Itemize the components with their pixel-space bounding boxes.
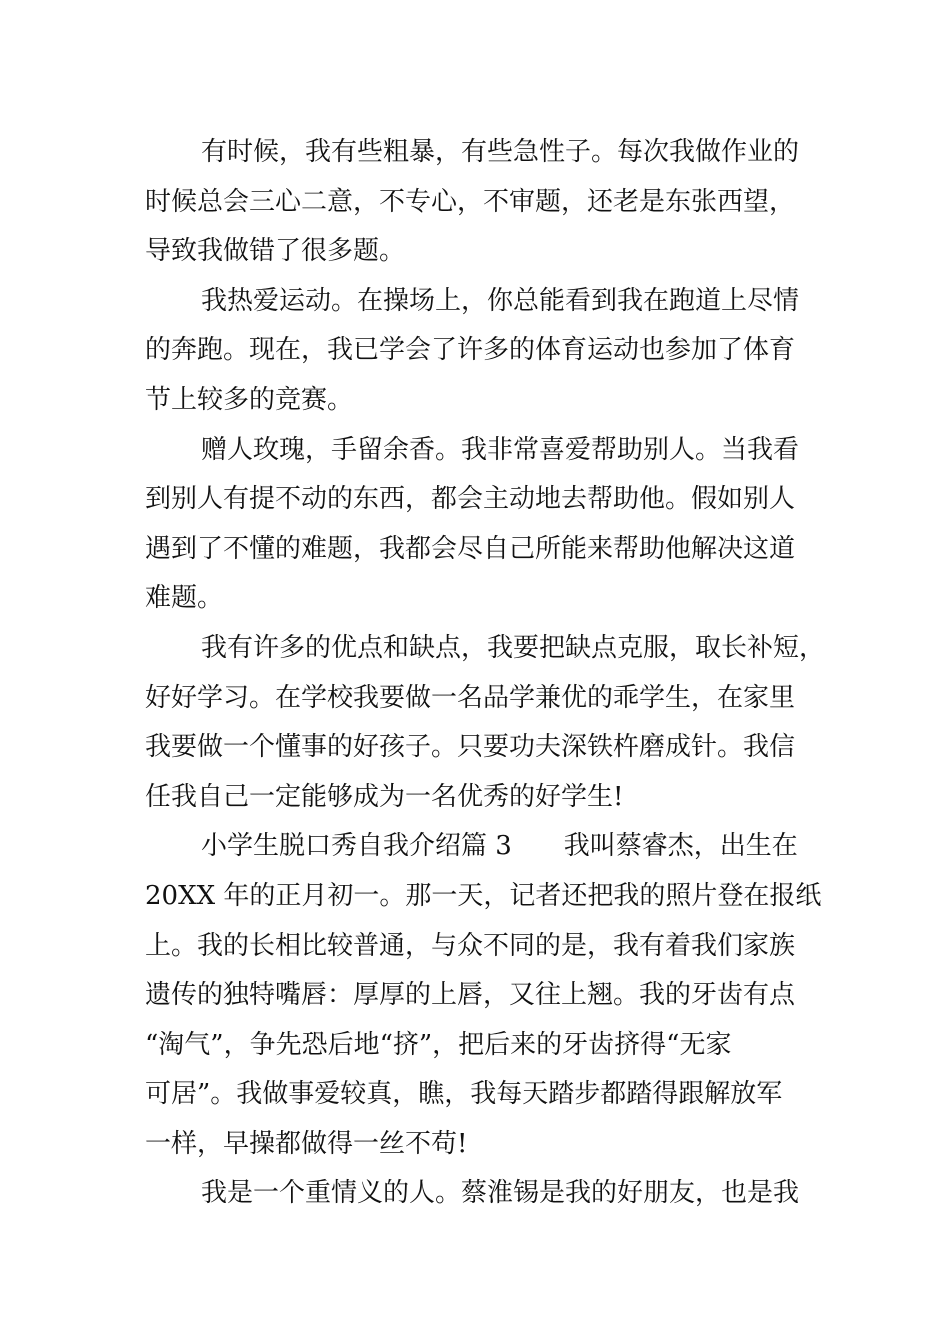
text-line: 可居”。我做事爱较真，瞧，我每天踏步都踏得跟解放军 [145,1079,783,1110]
text-line: 到别人有提不动的东西，都会主动地去帮助他。假如别人 [145,484,796,515]
text-line: “淘气”，争先恐后地“挤”，把后来的牙齿挤得“无家 [145,1029,732,1060]
text-line: 难题。 [145,583,224,614]
text-line: 遗传的独特嘴唇：厚厚的上唇，又往上翘。我的牙齿有点 [145,980,796,1011]
text-line: 的奔跑。现在，我已学会了许多的体育运动也参加了体育 [145,335,796,366]
text-line: 遇到了不懂的难题，我都会尽自己所能来帮助他解决这道 [145,533,796,564]
text-line: 时候总会三心二意，不专心，不审题，还老是东张西望， [145,186,796,217]
text-line: 任我自己一定能够成为一名优秀的好学生! [145,781,624,812]
text-line: 赠人玫瑰，手留余香。我非常喜爱帮助别人。当我看 [201,434,800,465]
text-line: 我要做一个懂事的好孩子。只要功夫深铁杵磨成针。我信 [145,732,796,763]
text-line: 上。我的长相比较普通，与众不同的是，我有着我们家族 [145,930,796,961]
text-line: 一样，早操都做得一丝不苟! [145,1128,468,1159]
text-line: 20XX 年的正月初一。那一天，记者还把我的照片登在报纸 [145,880,822,911]
section-heading-line: 小学生脱口秀自我介绍篇 3 我叫蔡睿杰，出生在 [201,831,798,862]
text-line: 导致我做错了很多题。 [145,236,406,267]
text-line: 有时候，我有些粗暴，有些急性子。每次我做作业的 [201,137,800,167]
text-line: 我热爱运动。在操场上，你总能看到我在跑道上尽情 [201,285,800,316]
text-line: 好好学习。在学校我要做一名品学兼优的乖学生，在家里 [145,682,796,713]
body-text [145,128,825,1219]
text-line: 我有许多的优点和缺点，我要把缺点克服，取长补短， [201,632,826,663]
text-line: 节上较多的竞赛。 [145,384,354,415]
text-line: 我是一个重情义的人。蔡淮锡是我的好朋友，也是我 [201,1178,800,1209]
